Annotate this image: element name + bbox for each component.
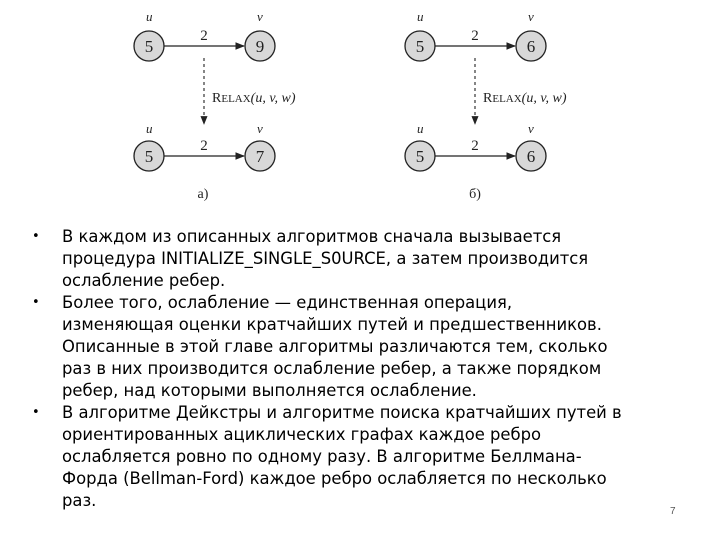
bullet-line: раз в них производится ослабление ребер, а также порядком xyxy=(62,359,602,378)
panel-a-caption: а) xyxy=(197,187,209,202)
panel-a-after-u-label: u xyxy=(146,121,153,136)
bullet-line: В алгоритме Дейкстры и алгоритме поиска кратчайших путей в xyxy=(62,403,622,422)
panel-b-after-v-value: 6 xyxy=(526,147,536,166)
panel-a xyxy=(134,9,296,202)
bullet-marker: • xyxy=(32,405,40,420)
relax-figure xyxy=(0,0,720,215)
panel-b-before-u-label: u xyxy=(417,9,424,24)
bullet-line: Более того, ослабление — единственная операция, xyxy=(62,293,513,312)
bullet-line: изменяющая оценки кратчайших путей и предшественников. xyxy=(62,315,602,334)
panel-b-before-v-value: 6 xyxy=(526,37,536,56)
panel-b-after-weight: 2 xyxy=(471,138,479,154)
bullet-line: ребер, над которыми выполняется ослабление. xyxy=(62,381,477,400)
bullet-line: В каждом из описанных алгоритмов сначала вызывается xyxy=(62,227,562,246)
bullet-line: ослабление ребер. xyxy=(62,271,226,290)
panel-b-caption: б) xyxy=(469,187,481,202)
panel-b-before-v-label: v xyxy=(528,9,534,24)
bullet-line: раз. xyxy=(62,491,97,510)
bullet-line: ослабляется ровно по одному разу. В алгоритме Беллмана- xyxy=(62,447,582,466)
panel-a-after-u-value: 5 xyxy=(144,147,154,166)
panel-a-before-weight: 2 xyxy=(200,28,208,44)
panel-b-after-u-label: u xyxy=(417,121,424,136)
panel-a-after-v-label: v xyxy=(257,121,263,136)
panel-b-relax-label: RELAX(u, v, w) xyxy=(483,91,567,106)
panel-b-after-u-value: 5 xyxy=(415,147,425,166)
page-number: 7 xyxy=(670,506,676,517)
bullet-line: Описанные в этой главе алгоритмы различаются тем, сколько xyxy=(62,337,608,356)
panel-a-before-u-label: u xyxy=(146,9,153,24)
panel-a-before-u-value: 5 xyxy=(144,37,154,56)
bullet-item-1 xyxy=(32,226,672,292)
bullet-item-2 xyxy=(32,292,672,402)
panel-b-after-v-label: v xyxy=(528,121,534,136)
bullet-marker: • xyxy=(32,229,40,244)
bullet-item-3 xyxy=(32,402,672,512)
bullet-line: Форда (Bellman-Ford) каждое ребро ослабляется по несколько xyxy=(62,469,607,488)
panel-a-after-weight: 2 xyxy=(200,138,208,154)
panel-b xyxy=(405,9,567,202)
panel-a-before-v-value: 9 xyxy=(255,37,265,56)
panel-a-after-v-value: 7 xyxy=(255,147,265,166)
bullet-list xyxy=(32,226,672,512)
panel-a-before-v-label: v xyxy=(257,9,263,24)
bullet-marker: • xyxy=(32,295,40,310)
bullet-line: ориентированных ациклических графах каждое ребро xyxy=(62,425,542,444)
panel-b-before-u-value: 5 xyxy=(415,37,425,56)
panel-b-before-weight: 2 xyxy=(471,28,479,44)
bullet-line: процедура INITIALIZE_SINGLE_S0URCE, а затем производится xyxy=(62,249,589,268)
panel-a-relax-label: RELAX(u, v, w) xyxy=(212,91,296,106)
